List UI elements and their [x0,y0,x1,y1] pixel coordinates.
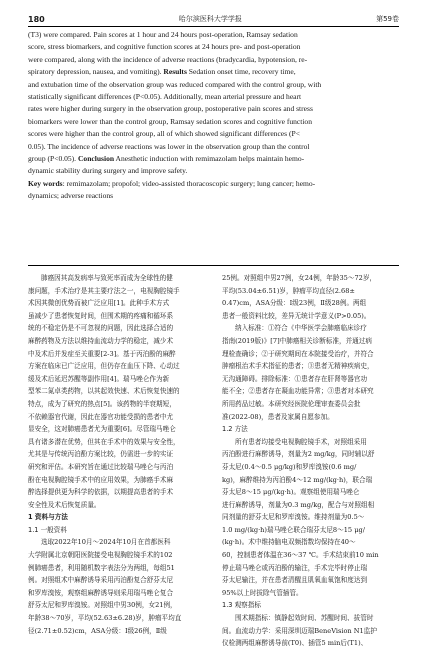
body-line: 95%以上时拔除气管插管。 [222,588,303,597]
right-column [222,272,398,650]
body-line: 径(2.71±0.52)cm，ASA分级：Ⅰ级26例，Ⅱ级 [28,626,167,635]
body-line: 纳入标准：①符合《中华医学会肺癌临床诊疗 [235,324,367,333]
body-line: 舒芬太尼和罗库溴铵。对照组中男30例，女21例， [28,601,177,610]
abstract-line: group (P<0.05). Conclusion Anesthetic induction with remimazolam helps maintain hemo- [28,154,305,164]
body-line: 指南(2019版)》[7]中肺癌相关诊断标准，并通过病 [222,336,372,345]
body-line: 不依赖器官代谢，因此在器官功能受损的患者中尤 [28,412,174,421]
abstract-divider [28,265,399,266]
abstract-line: rates were higher during surgery in the observation group, postoperative pain scores and stress [28,104,313,114]
body-line: 特点，成为了研究的热点[5]。该药物的半衰期短， [28,399,176,408]
body-line: 具有诸多潜在优势，但其在手术中的效果与安全性， [28,437,180,446]
abstract-line: scores were higher than the control group, all of which showed significant differences (P< [28,129,300,139]
volume-label: 第59卷 [376,15,399,23]
body-line: 仪检测两组麻醉诱导前(T0)、插管5 min后(T1)、 [222,639,368,648]
body-line: 60，控制患者体温在36～37 ℃。手术结束前10 min [222,551,379,560]
body-line: 研究和评估。本研究旨在通过比较瑞马唑仑与丙泊 [28,462,174,471]
body-line: 无沟通障碍。排除标准：①患者存在肝肾等器官功 [222,374,368,383]
body-line: 平均(53.04±6.51)岁，肿瘤平均直径(2.68± [222,286,355,295]
body-line: 进行麻醉诱导，剂量为0.3 mg/kg，配合与对照组相 [222,500,375,509]
body-line: 同剂量的舒芬太尼和罗库溴铵。维持剂量为0.5～ [222,513,365,522]
body-line: 和罗库溴铵，观察组麻醉诱导则采用瑞马唑仑复合 [28,588,174,597]
subsection-heading: 1.2 方法 [222,425,248,434]
body-line: 能不全；②患者存在凝血功能异常；③患者对本研究 [222,387,374,396]
body-line: 所有患者均接受电视胸腔镜手术，对照组采用 [235,437,367,446]
body-line: 肺癌因其高发病率与致死率而成为全球性的健 [41,274,173,282]
body-line: 例肺癌患者，利用随机数字表法分为两组，每组51 [28,563,175,572]
body-line: 所用药品过敏。本研究经医院伦理审查委员会批 [222,399,361,408]
body-line: 准(2022-08)，患者及家属自愿参加。 [222,412,334,421]
section-heading: 1 资料与方法 [28,513,68,522]
body-line: 酚在电视胸腔镜手术中的应用效果，为肺癌手术麻 [28,475,174,484]
key-words-label: Key words [28,178,63,188]
abstract-line: score, stress biomarkers, and cognitive function scores at 24 hours pre- and post-operation [28,42,301,52]
page-header [28,10,399,24]
page-number: 180 [28,15,45,24]
subsection-heading: 1.1 一般资料 [28,525,67,534]
subsection-heading: 1.3 观察指标 [222,601,261,610]
abstract-line: statistically significant differences (P<0.05). Additionally, mean arterial pressure and heart [28,92,302,102]
english-abstract [28,29,399,203]
body-line: 虽减少了患者恢复时间，但围术期的疼痛和循环系 [28,311,174,320]
abstract-line: spiratory depression, nausea, and vomiting). Results Sedation onset time, recovery time, [28,67,296,77]
body-line: 尤其是与传统丙泊酚方案比较，仍需进一步的实证 [28,450,174,459]
abstract-line: dynamic stability during surgery and improve safety. [28,166,188,176]
body-line: 麻醉药物及方法以维持血流动力学的稳定，减少术 [28,336,174,345]
abstract-line: 0.05). The incidence of adverse reactions was lower in the observation group than the control [28,141,310,151]
body-line: 丙泊酚进行麻醉诱导，剂量为2 mg/kg，同时辅以舒 [222,450,375,459]
body-line: 患者一般资料比较，差异无统计学意义(P>0.05)。 [222,311,371,320]
body-line: 术因其微创优势而被广泛应用[1]。此种手术方式 [28,299,170,308]
abstract-line: (T3) were compared. Pain scores at 1 hour and 24 hours post-operation, Ramsay sedation [28,30,298,39]
body-line: 0.47)cm，ASA分级：Ⅰ级23例，Ⅱ级28例。两组 [222,299,367,308]
body-line: 中及术后并发症至关重要[2-3]。基于丙泊酚的麻醉 [28,349,176,358]
body-line: 围术期指标：镇静起效时间、苏醒时间、拔管时 [235,614,374,623]
body-line: kg)，麻醉维持为丙泊酚4～12 mg/(kg·h)，联合瑞 [222,475,373,484]
header-divider [28,26,399,27]
body-line: 年龄38～70岁，平均(52.63±6.28)岁，肿瘤平均直 [28,614,182,623]
body-line: 理检查确诊；②于研究期间在本院接受治疗，并符合 [222,349,374,358]
body-line: 停止瑞马唑仑或丙泊酚的输注，手术完毕时停止瑞 [222,563,368,572]
body-line: 例。对照组术中麻醉诱导采用丙泊酚复合舒芬太尼 [28,576,174,585]
abstract-line: were compared, along with the incidence of adverse reactions (bradycardia, hypotension, re- [28,54,308,64]
journal-title: 哈尔滨医科大学学报 [178,15,242,23]
abstract-line: biomarkers were lower than the control group, Ramsay sedation scores and cognitive function [28,116,312,126]
abstract-line: dynamics; adverse reactions [28,191,114,201]
body-line: 醉选择提供更为科学的依据，以期提高患者的手术 [28,488,174,497]
body-line: 方案在临床已广泛应用，但仍存在血压下降、心动过 [28,362,180,371]
body-line: 间。血流动力学：采用深圳迈瑞BeneVision N1监护 [222,626,377,635]
body-line: 肿瘤根治术手术指征的患者；③患者无精神疾病史， [222,362,374,371]
abstract-line: and extubation time of the observation group was reduced compared with the control group, with [28,79,322,89]
body-line: 25例。对照组中男27例，女24例，年龄35～72岁， [222,274,377,282]
body-line: 显安全，这对肺癌患者尤为重要[6]。尽管瑞马唑仑 [28,425,176,434]
body-line: 选取2022年10月～2024年10月在首都医科 [41,538,171,547]
body-line: 芬太尼8～15 μg/(kg·h)。观察组使用瑞马唑仑 [222,488,360,497]
body-line: 康问题，手术治疗是其主要疗法之一，电视胸腔镜手 [28,286,180,295]
body-line: 1.0 mg/(kg·h)瑞马唑仑联合瑞芬太尼8～15 μg/ [222,525,365,534]
body-line: 芬太尼(0.4～0.5 μg/kg)和罗库溴铵(0.6 mg/ [222,462,357,471]
body-line: 芬太尼输注，并在患者清醒且肌氧血氧饱和度达到 [222,576,368,585]
body-line: 安全性及术后恢复质量。 [28,500,101,509]
body-line: 缓及术后延迟苏醒等副作用[4]。瑞马唑仑作为新 [28,374,170,383]
body-line: 大学附属北京朝阳医院接受电视胸腔镜手术的102 [28,551,173,560]
conclusion-label: Conclusion [77,154,115,164]
results-label: Results [163,67,187,77]
body-line: (kg·h)。术中维持脑电双频指数均保持在40～ [222,538,356,547]
left-column [28,272,204,637]
body-line: 型苯二氮卓类药物，以其起效快速、术后恢复快速的 [28,387,180,396]
abstract-line: Key words: remimazolam; propofol; video-assisted thoracoscopic surgery; lung cancer; hemo- [28,178,316,188]
body-line: 统的不稳定仍是不可忽视的问题，因此选择合适的 [28,324,174,333]
